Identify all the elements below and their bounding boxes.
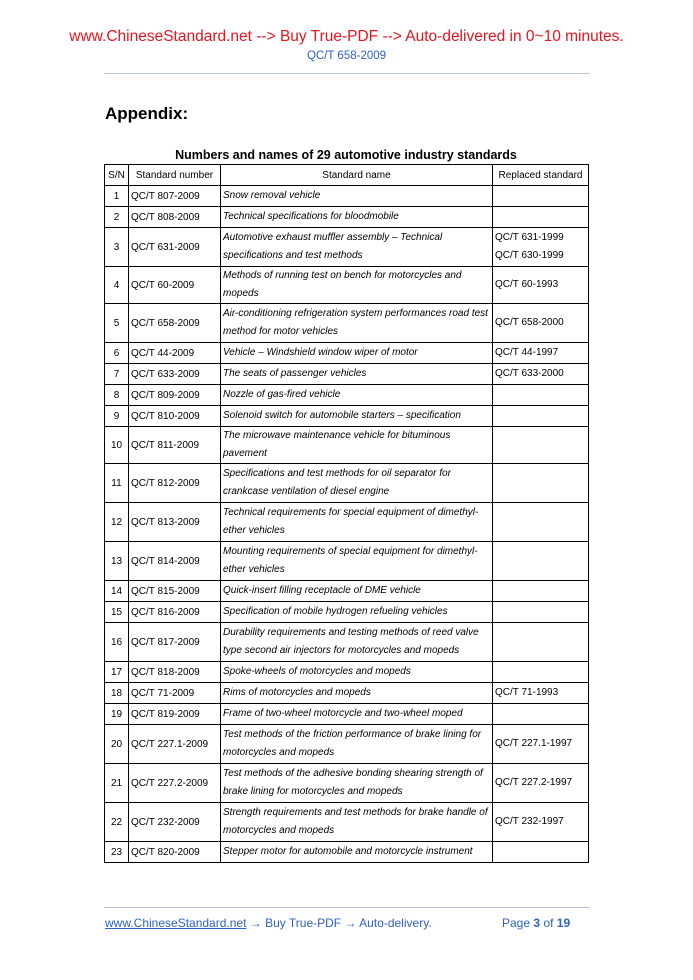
row-standard-number: QC/T 818-2009: [129, 662, 221, 683]
replaced-standard-entry: QC/T 633-2000: [495, 368, 564, 379]
table-title: Numbers and names of 29 automotive industry standards: [175, 148, 517, 162]
row-replaced-standard: [493, 427, 589, 464]
table-row: [105, 385, 589, 406]
row-sn: 19: [105, 704, 129, 725]
row-replaced-standard: [493, 842, 589, 863]
table-row: [105, 704, 589, 725]
row-standard-number: QC/T 807-2009: [129, 186, 221, 207]
row-standard-number: QC/T 633-2009: [129, 364, 221, 385]
footer-links: [105, 916, 432, 930]
row-standard-name: Technical requirements for special equipment of dimethyl-ether vehicles: [221, 503, 493, 542]
row-sn: 15: [105, 602, 129, 623]
page-indicator: [502, 916, 570, 930]
replaced-standard-entry: QC/T 227.1-1997: [495, 738, 573, 749]
row-standard-number: QC/T 810-2009: [129, 406, 221, 427]
table-row: [105, 267, 589, 304]
footer-site-link[interactable]: www.ChineseStandard.net: [105, 916, 247, 930]
table-row: [105, 542, 589, 581]
row-replaced-standard: [493, 464, 589, 503]
row-standard-number: QC/T 44-2009: [129, 343, 221, 364]
row-standard-name: Mounting requirements of special equipment for dimethyl-ether vehicles: [221, 542, 493, 581]
row-replaced-standard: [493, 503, 589, 542]
footer-buy-text: Buy True-PDF: [265, 916, 342, 930]
row-sn: 13: [105, 542, 129, 581]
standards-table: [104, 164, 589, 863]
row-replaced-standard: [493, 343, 589, 364]
row-standard-number: QC/T 227.2-2009: [129, 764, 221, 803]
row-sn: 6: [105, 343, 129, 364]
row-standard-number: QC/T 811-2009: [129, 427, 221, 464]
row-replaced-standard: [493, 803, 589, 842]
row-sn: 8: [105, 385, 129, 406]
row-standard-name: Test methods of the adhesive bonding shearing strength of brake lining for motorcycles and mopeds: [221, 764, 493, 803]
row-standard-number: QC/T 658-2009: [129, 304, 221, 343]
row-replaced-standard: [493, 623, 589, 662]
row-sn: 21: [105, 764, 129, 803]
row-standard-number: QC/T 814-2009: [129, 542, 221, 581]
row-replaced-standard: [493, 267, 589, 304]
page-number: 3: [533, 916, 541, 930]
replaced-standard-entry: QC/T 658-2000: [495, 317, 564, 328]
row-replaced-standard: [493, 704, 589, 725]
arrow-icon: →: [249, 916, 262, 930]
row-replaced-standard: [493, 764, 589, 803]
table-row: [105, 764, 589, 803]
row-standard-number: QC/T 816-2009: [129, 602, 221, 623]
row-standard-name: Solenoid switch for automobile starters – specification: [221, 406, 493, 427]
row-standard-number: QC/T 71-2009: [129, 683, 221, 704]
row-standard-number: QC/T 817-2009: [129, 623, 221, 662]
row-replaced-standard: [493, 683, 589, 704]
row-sn: 3: [105, 228, 129, 267]
table-row: [105, 683, 589, 704]
table-row: [105, 207, 589, 228]
row-standard-name: The microwave maintenance vehicle for bituminous pavement: [221, 427, 493, 464]
header-standard-number: Standard number: [129, 165, 221, 186]
row-standard-number: QC/T 815-2009: [129, 581, 221, 602]
footer-divider: [104, 907, 590, 908]
table-row: [105, 803, 589, 842]
row-standard-name: Durability requirements and testing methods of reed valve type second air injectors for motorcycles and mopeds: [221, 623, 493, 662]
replaced-standard-entry: QC/T 630-1999: [495, 250, 564, 261]
header-divider: [104, 73, 590, 74]
row-sn: 1: [105, 186, 129, 207]
replaced-standard-entry: QC/T 631-1999: [495, 232, 564, 243]
header-replaced-standard: Replaced standard: [493, 165, 589, 186]
row-sn: 14: [105, 581, 129, 602]
document-id: QC/T 658-2009: [306, 50, 387, 62]
row-replaced-standard: [493, 581, 589, 602]
row-standard-number: QC/T 631-2009: [129, 228, 221, 267]
row-sn: 9: [105, 406, 129, 427]
header-sn: S/N: [105, 165, 129, 186]
replaced-standard-entry: QC/T 232-1997: [495, 816, 564, 827]
table-row: [105, 228, 589, 267]
row-standard-name: Test methods of the friction performance of brake lining for motorcycles and mopeds: [221, 725, 493, 764]
row-standard-number: QC/T 808-2009: [129, 207, 221, 228]
table-row: [105, 304, 589, 343]
table-row: [105, 662, 589, 683]
row-sn: 12: [105, 503, 129, 542]
row-standard-name: Specifications and test methods for oil separator for crankcase ventilation of diesel engine: [221, 464, 493, 503]
row-standard-name: Specification of mobile hydrogen refueling vehicles: [221, 602, 493, 623]
row-sn: 2: [105, 207, 129, 228]
page-label: Page: [502, 916, 531, 930]
row-sn: 10: [105, 427, 129, 464]
row-standard-name: Nozzle of gas-fired vehicle: [221, 385, 493, 406]
arrow-icon: →: [344, 916, 357, 930]
row-standard-name: Quick-insert filling receptacle of DME vehicle: [221, 581, 493, 602]
row-standard-number: QC/T 809-2009: [129, 385, 221, 406]
row-standard-name: Stepper motor for automobile and motorcycle instrument: [221, 842, 493, 863]
row-replaced-standard: [493, 725, 589, 764]
row-standard-number: QC/T 813-2009: [129, 503, 221, 542]
table-row: [105, 464, 589, 503]
row-sn: 23: [105, 842, 129, 863]
row-sn: 20: [105, 725, 129, 764]
row-sn: 4: [105, 267, 129, 304]
row-sn: 16: [105, 623, 129, 662]
row-standard-number: QC/T 812-2009: [129, 464, 221, 503]
row-standard-name: Air-conditioning refrigeration system performances road test method for motor vehicles: [221, 304, 493, 343]
replaced-standard-entry: QC/T 44-1997: [495, 347, 559, 358]
row-replaced-standard: [493, 364, 589, 385]
top-banner[interactable]: www.ChineseStandard.net --> Buy True-PDF --> Auto-delivered in 0~10 minutes.: [69, 28, 624, 45]
of-label: of: [543, 916, 554, 930]
row-standard-name: Vehicle – Windshield window wiper of motor: [221, 343, 493, 364]
row-replaced-standard: [493, 186, 589, 207]
replaced-standard-entry: QC/T 71-1993: [495, 687, 559, 698]
row-standard-number: QC/T 820-2009: [129, 842, 221, 863]
row-replaced-standard: [493, 602, 589, 623]
row-sn: 17: [105, 662, 129, 683]
table-row: [105, 186, 589, 207]
row-replaced-standard: [493, 228, 589, 267]
replaced-standard-entry: QC/T 227.2-1997: [495, 777, 573, 788]
table-row: [105, 602, 589, 623]
row-standard-name: Strength requirements and test methods for brake handle of motorcycles and mopeds: [221, 803, 493, 842]
row-standard-name: The seats of passenger vehicles: [221, 364, 493, 385]
row-sn: 7: [105, 364, 129, 385]
table-row: [105, 343, 589, 364]
row-standard-number: QC/T 819-2009: [129, 704, 221, 725]
table-header-row: [105, 165, 589, 186]
row-standard-name: Frame of two-wheel motorcycle and two-wheel moped: [221, 704, 493, 725]
row-sn: 22: [105, 803, 129, 842]
table-row: [105, 842, 589, 863]
row-replaced-standard: [493, 207, 589, 228]
row-replaced-standard: [493, 406, 589, 427]
row-sn: 11: [105, 464, 129, 503]
footer-delivery-text: Auto-delivery.: [359, 916, 432, 930]
row-replaced-standard: [493, 542, 589, 581]
row-sn: 5: [105, 304, 129, 343]
table-row: [105, 725, 589, 764]
table-row: [105, 427, 589, 464]
row-standard-name: Spoke-wheels of motorcycles and mopeds: [221, 662, 493, 683]
row-standard-name: Snow removal vehicle: [221, 186, 493, 207]
table-row: [105, 503, 589, 542]
row-standard-name: Technical specifications for bloodmobile: [221, 207, 493, 228]
table-row: [105, 581, 589, 602]
row-sn: 18: [105, 683, 129, 704]
row-replaced-standard: [493, 662, 589, 683]
header-standard-name: Standard name: [221, 165, 493, 186]
total-pages: 19: [556, 916, 571, 930]
row-standard-name: Automotive exhaust muffler assembly – Technical specifications and test methods: [221, 228, 493, 267]
table-body: [105, 186, 589, 863]
table-row: [105, 406, 589, 427]
row-standard-number: QC/T 227.1-2009: [129, 725, 221, 764]
row-standard-number: QC/T 60-2009: [129, 267, 221, 304]
row-standard-name: Methods of running test on bench for motorcycles and mopeds: [221, 267, 493, 304]
appendix-heading: Appendix:: [105, 104, 189, 123]
row-standard-name: Rims of motorcycles and mopeds: [221, 683, 493, 704]
table-row: [105, 623, 589, 662]
row-replaced-standard: [493, 385, 589, 406]
replaced-standard-entry: QC/T 60-1993: [495, 279, 559, 290]
table-row: [105, 364, 589, 385]
row-standard-number: QC/T 232-2009: [129, 803, 221, 842]
row-replaced-standard: [493, 304, 589, 343]
